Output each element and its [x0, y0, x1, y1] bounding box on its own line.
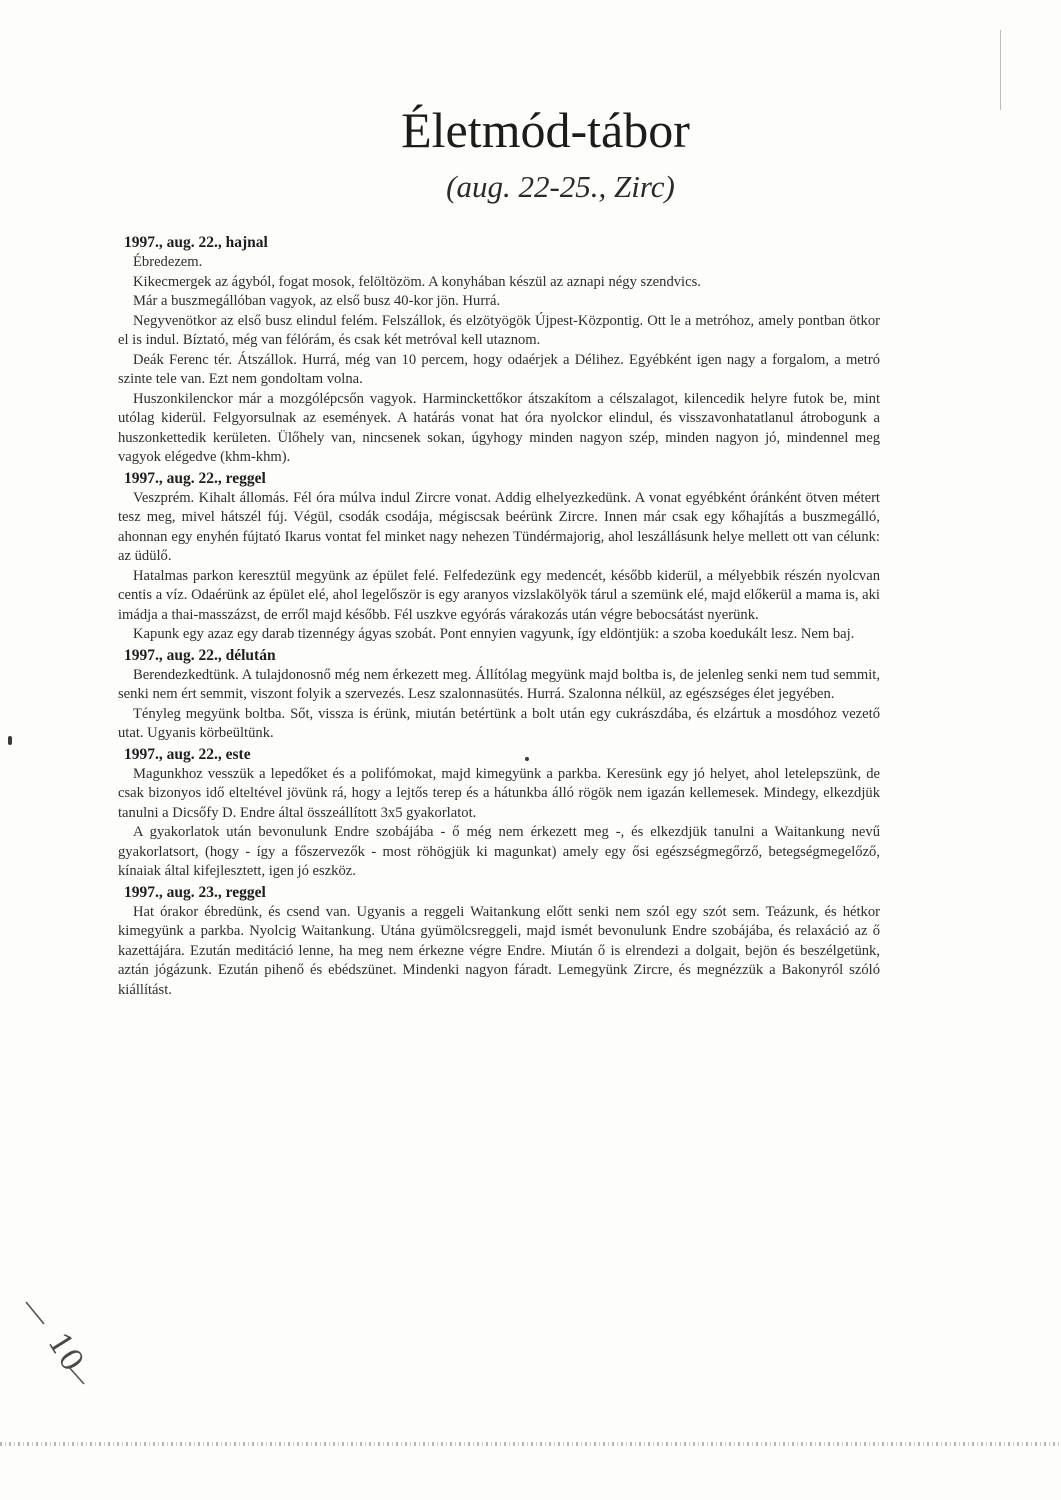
- entry-paragraph: Berendezkedtünk. A tulajdonosnő még nem érkezett meg. Állítólag megyünk majd boltba is, de jelenleg senki nem tud semmit, senki nem ért semmit, viszont folyik a szervezés. Lesz szalonnasütés. Hurrá. Szalonna nélkül, az egészséges élet jegyében.: [118, 666, 880, 702]
- entry-paragraph: Negyvenötkor az első busz elindul felém. Felszállok, és elzötyögök Újpest-Központig. Ott le a metróhoz, amely pontban ötkor el is indul. Bíztató, még van félórám, és csak két metróval kell utaznom.: [118, 312, 880, 348]
- scan-edge-line: [1000, 30, 1001, 110]
- entry-paragraph: Huszonkilenckor már a mozgólépcsőn vagyok. Harminckettőkor átszakítom a célszalagot, kilencedik helyre futok be, mint utólag kiderül. Felgyorsulnak az események. A határás vonat hat óra nyolckor elindul, és visszavonhatatlanul átrobogunk a huszonkettedik kerületen. Ülőhely van, nincsenek sokan, úgyhogy minden nagyon szép, minden nagyon jó, mindennel meg vagyok elégedve (khm-khm).: [118, 390, 880, 465]
- entry-paragraph: Ébredezem.: [133, 254, 203, 270]
- entry-heading: 1997., aug. 22., reggel: [124, 469, 266, 487]
- entry-paragraph: Már a buszmegállóban vagyok, az első busz 40-kor jön. Hurrá.: [133, 293, 501, 309]
- entry-paragraph: Magunkhoz vesszük a lepedőket és a polifómokat, majd kimegyünk a parkba. Keresünk egy jó helyet, ahol letelepszünk, de csak bizonyos idő elteltével jövünk rá, hogy a lejtős terep és a hátunkba álló rögök nem igazán kellemesek. Mindegy, elkezdjük tanulni a Dicsőfy D. Endre által összeállított 3x5 gyakorlatot.: [118, 765, 880, 821]
- diary-entry: [118, 645, 880, 744]
- scan-speck: [8, 736, 12, 745]
- entry-paragraph: Kikecmergek az ágyból, fogat mosok, felöltözöm. A konyhában készül az aznapi négy szendvics.: [133, 273, 701, 290]
- document-subtitle: (aug. 22-25., Zirc): [446, 169, 675, 204]
- entry-paragraph: Hat órakor ébredünk, és csend van. Ugyanis a reggeli Waitankung előtt senki nem szól egy szót sem. Teázunk, és hétkor kimegyünk a parkba. Nyolcig Waitankung. Utána gyümölcsreggeli, majd ismét bevonulunk Endre szobájába, és relaxáció az ő kazettájára. Ezután meditáció lenne, ha meg nem érkezne végre Endre. Miután ő is elrendezi a dolgait, bejön és beszélgetünk, aztán jógázunk. Ezután pihenő és ebédszünet. Mindenki nagyon fáradt. Lemegyünk Zircre, és megnézzük a Bakonyról szóló kiállítást.: [118, 903, 880, 998]
- scan-speck: [525, 757, 529, 761]
- diary-entry: [118, 882, 880, 1001]
- document-title: Életmód-tábor: [401, 102, 690, 158]
- entry-heading: 1997., aug. 23., reggel: [124, 883, 266, 901]
- entry-paragraph: A gyakorlatok után bevonulunk Endre szobájába - ő még nem érkezett meg -, és elkezdjük tanulni a Waitankung nevű gyakorlatsort, (hogy - így a főszervezők - most röhögjük ki magunkat) amely egy ősi egészségmegőrző, betegségmegelőző, kínaiak által kifejlesztett, igen jó eszköz.: [118, 824, 880, 879]
- entry-paragraph: Hatalmas parkon keresztül megyünk az épület felé. Felfedezünk egy medencét, később kiderül, a mélyebbik részén nyolcvan centis a víz. Odaérünk az épület elé, ahol legelőször is egy aranyos vizslakölyök tárul a szemünk elé, majd előkerül a mama is, aki imádja a thai-masszázst, de erről majd később. Fél uszkve egyórás várakozás után végre bebocsátást nyerünk.: [118, 567, 880, 623]
- entry-paragraph: Tényleg megyünk boltba. Sőt, vissza is érünk, miután betértünk a bolt után egy cukrászdába, és elzártuk a mosdóhoz vezető utat. Ugyanis körbeültünk.: [118, 705, 880, 741]
- entry-heading: 1997., aug. 22., hajnal: [124, 234, 268, 251]
- entry-paragraph: Veszprém. Kihalt állomás. Fél óra múlva indul Zircre vonat. Addig elhelyezkedünk. A vonat egyébként óránként ötven métert tesz meg, mivel hátszél fúj. Végül, csodák csodája, mégiscsak beérünk Zircre. Innen már csak egy kőhajítás a buszmegálló, ahonnan egy enyhén fújtató Ikarus vontat fel minket nagy nehezen Tündérmajorig, ahol leszállásunk helye mellett ott van célunk: az üdülő.: [118, 489, 880, 564]
- handwritten-page-number: [22, 1298, 92, 1388]
- diary-entry: [118, 744, 880, 882]
- scan-noise-strip: [0, 1442, 1061, 1446]
- svg-text:10: 10: [40, 1326, 91, 1378]
- diary-entry: [118, 468, 880, 645]
- diary-entry: [118, 232, 880, 468]
- entry-paragraph: Deák Ferenc tér. Átszállok. Hurrá, még van 10 percem, hogy odaérjek a Délihez. Egyébként igen nagy a forgalom, a metró szinte tele van. Ezt nem gondoltam volna.: [118, 351, 880, 387]
- diary-body: [118, 232, 880, 1000]
- entry-paragraph: Kapunk egy azaz egy darab tizennégy ágyas szobát. Pont ennyien vagyunk, így eldöntjük: a szoba koedukált lesz. Nem baj.: [133, 626, 855, 642]
- entry-heading: 1997., aug. 22., délután: [124, 646, 276, 664]
- entry-heading: 1997., aug. 22., este: [124, 745, 251, 763]
